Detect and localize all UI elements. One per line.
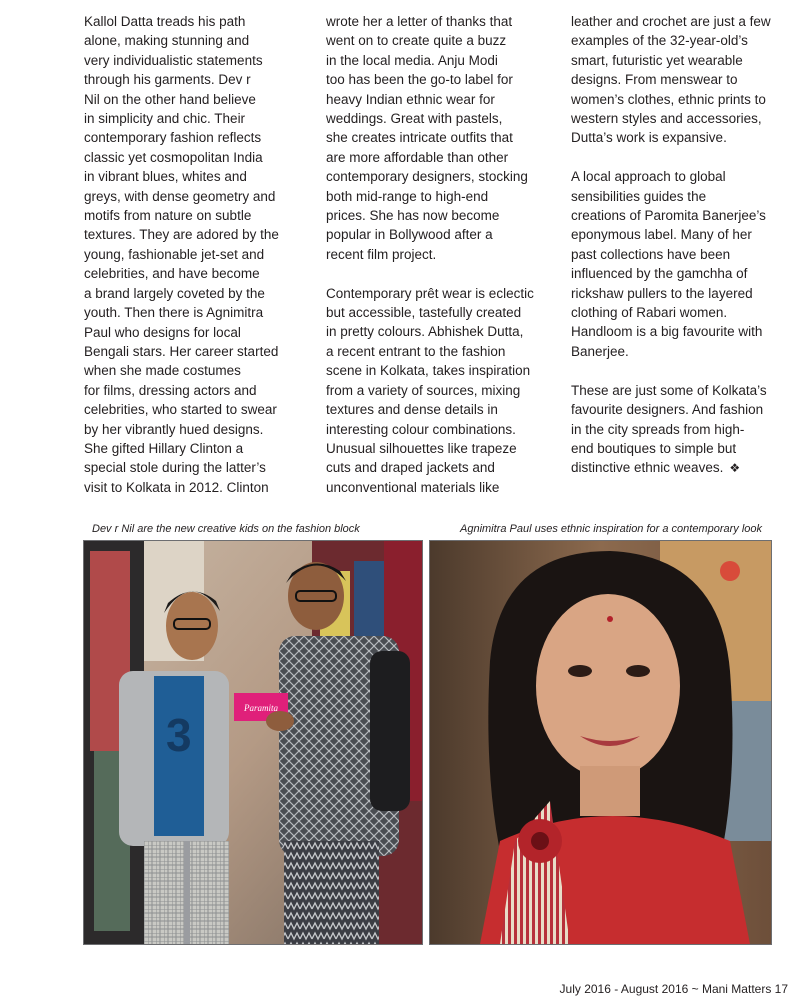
svg-text:3: 3 (166, 709, 192, 761)
article-line: rickshaw pullers to the layered (571, 285, 753, 301)
article-line: for films, dressing actors and (84, 382, 257, 398)
photo-agnimitra-paul (429, 540, 772, 945)
article-line: young, fashionable jet-set and (84, 246, 265, 262)
article-line: greys, with dense geometry and (84, 188, 276, 204)
article-column-3 (571, 12, 776, 479)
article-line: favourite designers. And fashion (571, 402, 764, 418)
photo-caption-left: Dev r Nil are the new creative kids on the fashion block (92, 523, 360, 535)
article-line: textures and dense details in (326, 402, 498, 418)
article-line: she creates intricate outfits that (326, 130, 513, 146)
article-column-1 (84, 12, 289, 497)
article-line: weddings. Great with pastels, (326, 111, 503, 127)
article-line: Unusual silhouettes like trapeze (326, 440, 517, 456)
article-column-2 (326, 12, 541, 497)
article-line: interesting colour combinations. (326, 421, 516, 437)
article-line: prices. She has now become (326, 208, 500, 224)
article-line: a recent entrant to the fashion (326, 343, 506, 359)
article-line: past collections have been (571, 246, 731, 262)
article-line: A local approach to global (571, 169, 726, 185)
article-line: alone, making stunning and (84, 33, 250, 49)
article-line: These are just some of Kolkata’s (571, 382, 767, 398)
article-line: both mid-range to high-end (326, 188, 489, 204)
article-line: influenced by the gamchha of (571, 266, 748, 282)
article-line: smart, futuristic yet wearable (571, 52, 743, 68)
article-end-mark: ❖ (729, 461, 741, 476)
article-line: are more affordable than other (326, 149, 509, 165)
article-line: Bengali stars. Her career started (84, 343, 279, 359)
article-line: contemporary fashion reflects (84, 130, 262, 146)
article-line: when she made costumes (84, 363, 241, 379)
article-line: in pretty colours. Abhishek Dutta, (326, 324, 524, 340)
article-line: but accessible, tastefully created (326, 305, 522, 321)
article-line: Dutta’s work is expansive. (571, 130, 727, 146)
article-line: Handloom is a big favourite with (571, 324, 763, 340)
article-line: Banerjee. (571, 343, 629, 359)
article-line: too has been the go-to label for (326, 72, 513, 88)
article-line: Kallol Datta treads his path (84, 14, 246, 29)
article-line: contemporary designers, stocking (326, 169, 528, 185)
article-line: Paul who designs for local (84, 324, 241, 340)
article-line: end boutiques to simple but (571, 440, 737, 456)
article-line: designs. From menswear to (571, 72, 738, 88)
article-line: youth. Then there is Agnimitra (84, 305, 264, 321)
article-line: in vibrant blues, whites and (84, 169, 247, 185)
article-line: clothing of Rabari women. (571, 305, 728, 321)
paragraph-gap (571, 361, 776, 380)
page-footer: July 2016 - August 2016 ~ Mani Matters 17 (559, 982, 788, 996)
article-line: Nil on the other hand believe (84, 91, 256, 107)
article-line: a brand largely coveted by the (84, 285, 265, 301)
article-line: went on to create quite a buzz (326, 33, 507, 49)
article-line: classic yet cosmopolitan India (84, 149, 263, 165)
article-line: in simplicity and chic. Their (84, 111, 246, 127)
article-line: visit to Kolkata in 2012. Clinton (84, 479, 269, 495)
article-line: textures. They are adored by the (84, 227, 279, 243)
article-line: special stole during the latter’s (84, 460, 266, 476)
article-line: unconventional materials like (326, 479, 500, 495)
article-line: wrote her a letter of thanks that (326, 14, 513, 29)
article-line: sensibilities guides the (571, 188, 707, 204)
article-line: recent film project. (326, 246, 437, 262)
photo-dev-r-nil (83, 540, 423, 945)
article-line: from a variety of sources, mixing (326, 382, 521, 398)
article-line: in the local media. Anju Modi (326, 52, 498, 68)
article-line: She gifted Hillary Clinton a (84, 440, 244, 456)
article-line: celebrities, and have become (84, 266, 260, 282)
article-line: motifs from nature on subtle (84, 208, 252, 224)
article-line: very individualistic statements (84, 52, 263, 68)
paragraph-gap (571, 148, 776, 167)
article-line: cuts and draped jackets and (326, 460, 495, 476)
article-line: by her vibrantly hued designs. (84, 421, 264, 437)
article-line: in the city spreads from high- (571, 421, 745, 437)
article-line: heavy Indian ethnic wear for (326, 91, 495, 107)
article-line: women’s clothes, ethnic prints to (571, 91, 766, 107)
photo-caption-right: Agnimitra Paul uses ethnic inspiration for a contemporary look (460, 523, 763, 535)
article-line: leather and crochet are just a few (571, 14, 771, 29)
article-line: distinctive ethnic weaves. ❖ (571, 460, 741, 476)
article-line: western styles and accessories, (571, 111, 762, 127)
article-line: celebrities, who started to swear (84, 402, 277, 418)
article-line: examples of the 32-year-old’s (571, 33, 748, 49)
article-line: through his garments. Dev r (84, 72, 251, 88)
paragraph-gap (326, 264, 541, 283)
photo-prop-label: Paramita (243, 703, 279, 713)
article-line: scene in Kolkata, takes inspiration (326, 363, 531, 379)
article-line: popular in Bollywood after a (326, 227, 493, 243)
article-line: creations of Paromita Banerjee’s (571, 208, 766, 224)
article-line: Contemporary prêt wear is eclectic (326, 285, 534, 301)
article-line: eponymous label. Many of her (571, 227, 752, 243)
